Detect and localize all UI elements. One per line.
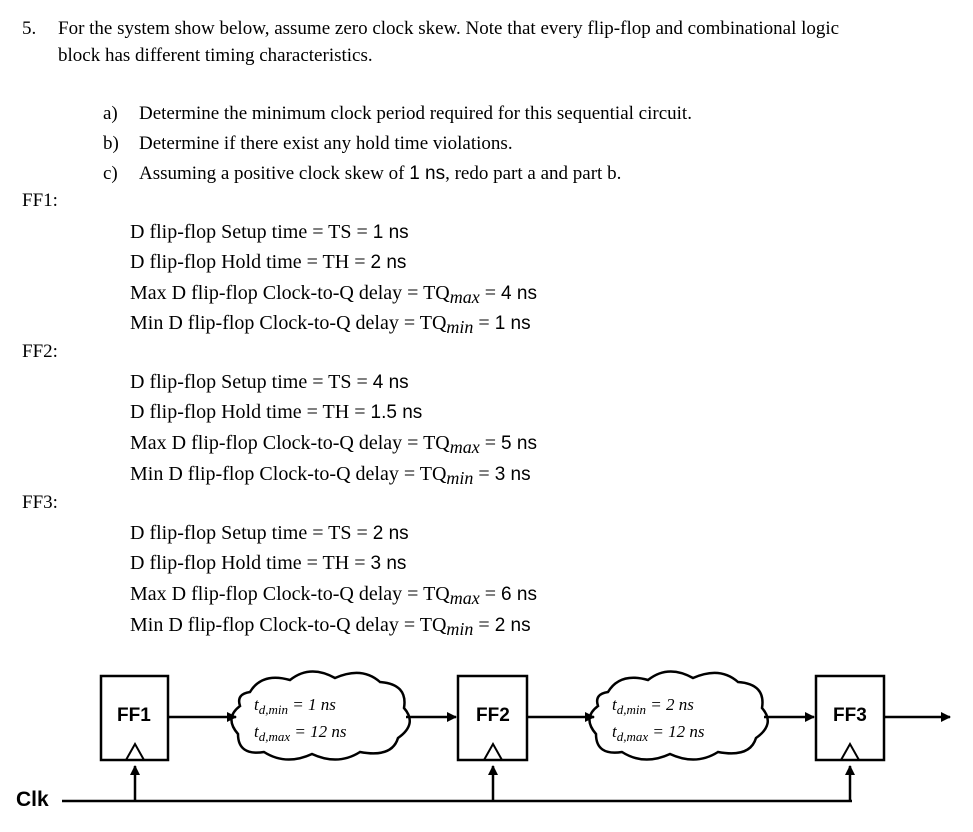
ff1-setup: D flip-flop Setup time = TS = 1 ns [130, 221, 409, 243]
ff2-tqmin: Min D flip-flop Clock-to-Q delay = TQmin = 3 ns [130, 463, 531, 488]
question-line-1: For the system show below, assume zero clock skew. Note that every flip-flop and combinational logic [58, 18, 840, 39]
ff1-tqmax: Max D flip-flop Clock-to-Q delay = TQmax = 4 ns [130, 282, 537, 307]
part-b-text: Determine if there exist any hold time violations. [139, 133, 513, 154]
ff3-tqmax: Max D flip-flop Clock-to-Q delay = TQmax = 6 ns [130, 583, 537, 608]
part-a-text: Determine the minimum clock period required for this sequential circuit. [139, 103, 692, 124]
ff2-setup: D flip-flop Setup time = TS = 4 ns [130, 371, 409, 393]
ff2-box-label: FF2 [476, 705, 510, 726]
question-number: 5. [22, 18, 37, 39]
ff1-hold: D flip-flop Hold time = TH = 2 ns [130, 251, 407, 273]
question-line-2: block has different timing characteristics. [58, 45, 373, 66]
ff3-tqmin: Min D flip-flop Clock-to-Q delay = TQmin = 2 ns [130, 614, 531, 639]
ff3-setup: D flip-flop Setup time = TS = 2 ns [130, 522, 409, 544]
ff3-hold: D flip-flop Hold time = TH = 3 ns [130, 552, 407, 574]
cloud1-tdmin: $t_{d,min} = 1$ ns [254, 695, 336, 717]
cloud2-tdmin: $t_{d,min} = 2$ ns [612, 695, 694, 717]
part-a-letter: a) [103, 103, 118, 124]
part-c-skew-value: 1 ns [409, 163, 446, 184]
ff3-label: FF3: [22, 492, 58, 513]
ff1-tqmin: Min D flip-flop Clock-to-Q delay = TQmin = 1 ns [130, 312, 531, 337]
ff2-tqmax: Max D flip-flop Clock-to-Q delay = TQmax = 5 ns [130, 432, 537, 457]
clock-label: Clk [16, 788, 49, 811]
cloud2-tdmax: $t_{d,max} = 12$ ns [612, 722, 705, 744]
ff2-hold: D flip-flop Hold time = TH = 1.5 ns [130, 401, 423, 423]
ff3-box-label: FF3 [833, 705, 867, 726]
part-b-letter: b) [103, 133, 119, 154]
cloud1-tdmax: $t_{d,max} = 12$ ns [254, 722, 347, 744]
ff2-label: FF2: [22, 341, 58, 362]
ff1-box-label: FF1 [117, 705, 151, 726]
ff1-label: FF1: [22, 190, 58, 211]
part-c-letter: c) [103, 163, 118, 184]
part-c-text: Assuming a positive clock skew of 1 ns, redo part a and part b. [139, 163, 622, 184]
